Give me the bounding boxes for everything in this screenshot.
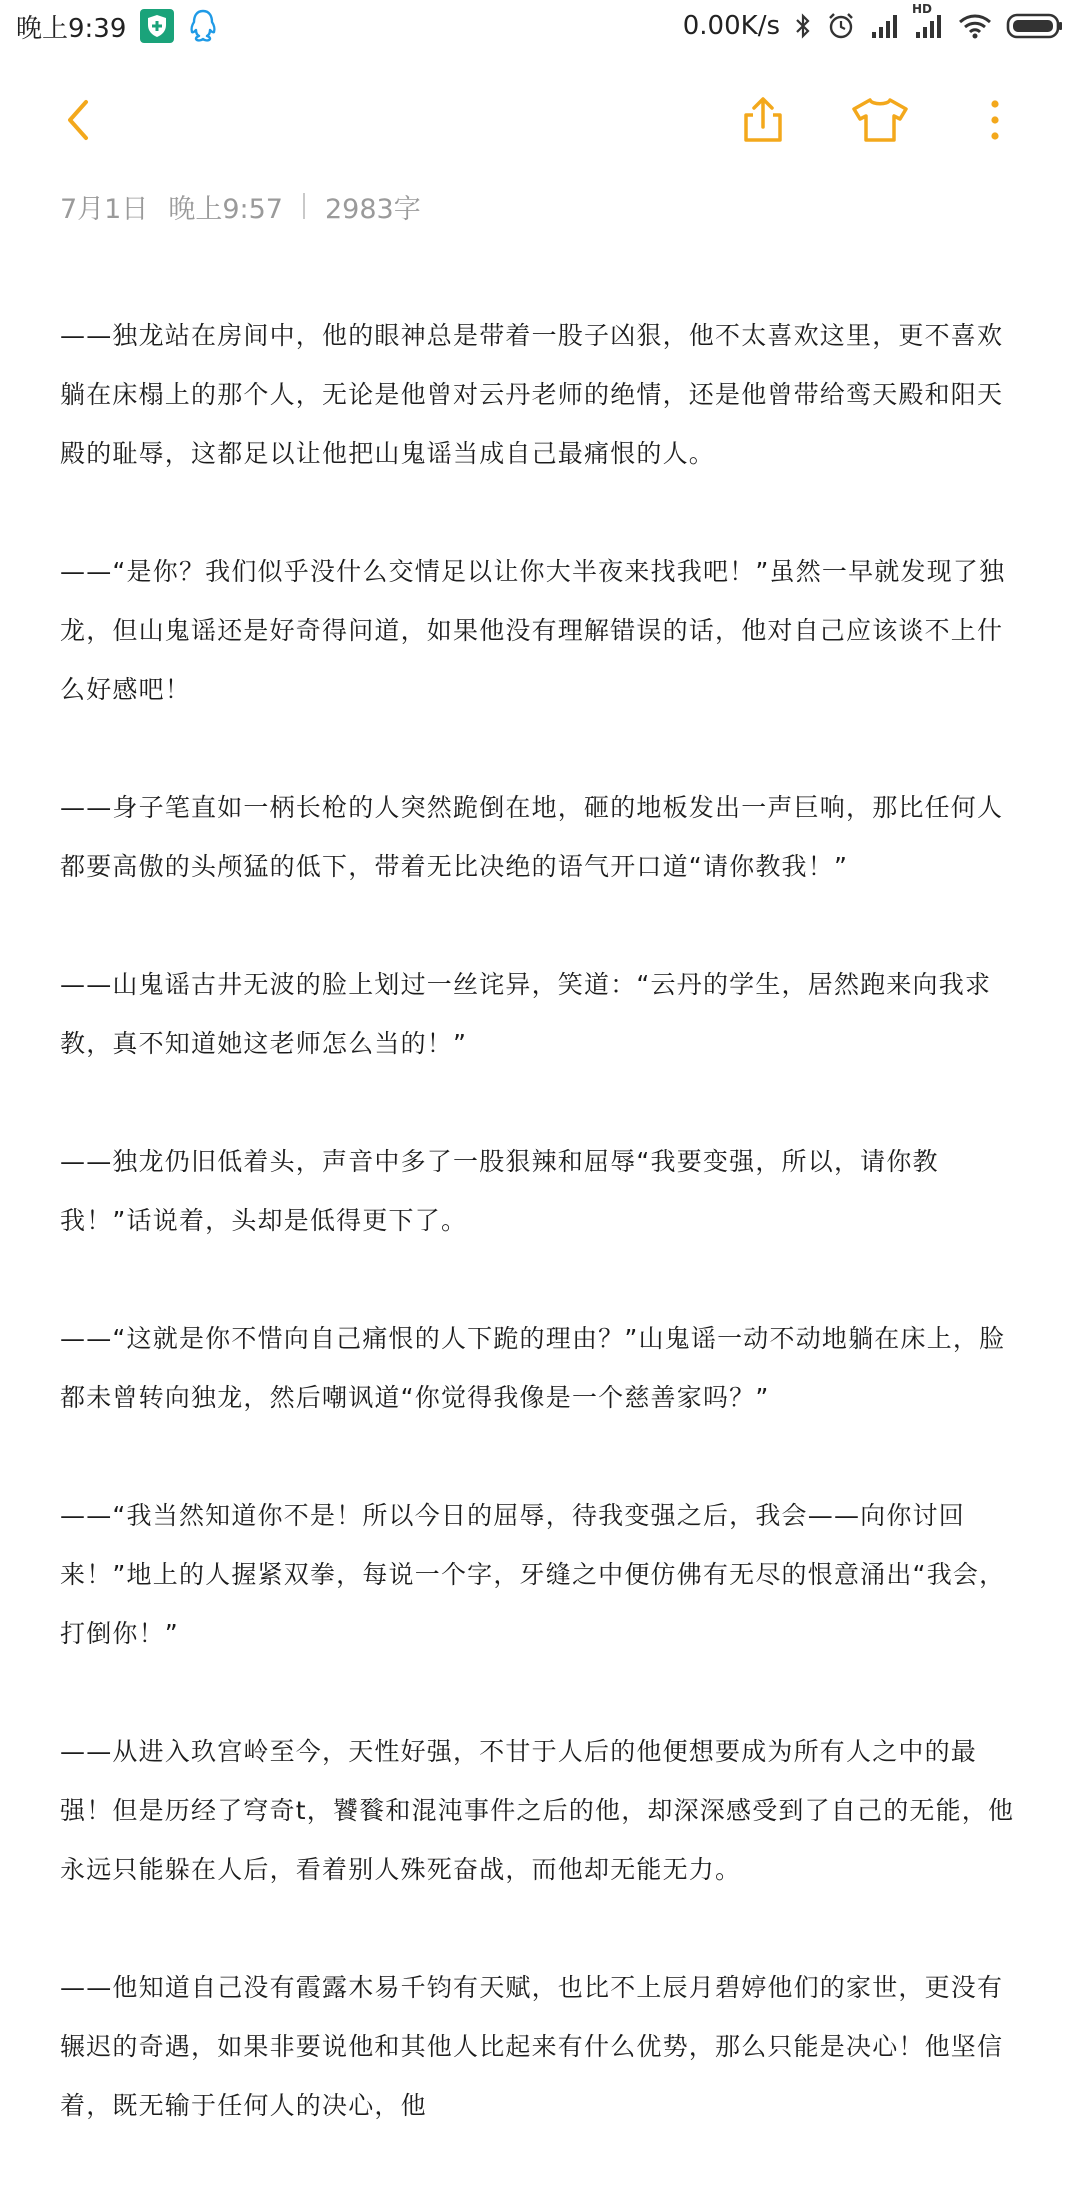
status-time: 晚上9:39 <box>16 13 127 44</box>
note-content[interactable] <box>60 306 1020 2194</box>
paragraph: ——身子笔直如一柄长枪的人突然跪倒在地，砸的地板发出一声巨响，那比任何人都要高傲的头颅猛的低下，带着无比决绝的语气开口道“请你教我！” <box>60 793 1004 881</box>
status-right <box>682 2 1064 41</box>
wifi-icon <box>958 12 992 40</box>
qq-penguin-icon <box>188 9 218 43</box>
note-meta <box>60 186 421 226</box>
meta-divider <box>303 193 305 219</box>
chevron-left-icon <box>60 96 100 144</box>
paragraph: ——“是你？我们似乎没什么交情足以让你大半夜来找我吧！”虽然一早就发现了独龙，但山鬼谣还是好奇得问道，如果他没有理解错误的话，他对自己应该谈不上什么好感吧！ <box>60 557 1006 704</box>
toolbar <box>0 80 1080 160</box>
word-count: 2983字 <box>325 193 421 225</box>
paragraph: ——独龙仍旧低着头，声音中多了一股狠辣和屈辱“我要变强，所以，请你教我！”话说着，头却是低得更下了。 <box>60 1147 939 1235</box>
theme-button[interactable] <box>840 80 920 160</box>
network-speed: 0.00K/s <box>682 11 780 41</box>
more-options-button[interactable] <box>955 80 1035 160</box>
back-button[interactable] <box>40 80 120 160</box>
battery-icon <box>1006 12 1064 40</box>
note-time: 晚上9:57 <box>168 193 283 225</box>
tshirt-icon <box>850 95 910 145</box>
alarm-clock-icon <box>826 11 856 41</box>
share-icon <box>738 95 788 145</box>
paragraph: ——从进入玖宫岭至今，天性好强，不甘于人后的他便想要成为所有人之中的最强！但是历经了穹奇t，饕餮和混沌事件之后的他，却深深感受到了自己的无能，他永远只能躲在人后，看着别人殊死奋战，而他却无能无力。 <box>60 1737 1015 1884</box>
paragraph: ——他知道自己没有霞露木易千钧有天赋，也比不上辰月碧婷他们的家世，更没有辗迟的奇遇，如果非要说他和其他人比起来有什么优势，那么只能是决心！他坚信着，既无输于任何人的决心，他 <box>60 1973 1004 2120</box>
cellular-signal-icon <box>870 12 900 40</box>
hd-label: HD <box>912 2 933 16</box>
more-vertical-icon <box>988 98 1002 142</box>
status-bar <box>0 0 1080 52</box>
bluetooth-icon <box>794 12 812 40</box>
security-shield-icon <box>140 9 174 43</box>
paragraph: ——“我当然知道你不是！所以今日的屈辱，待我变强之后，我会——向你讨回来！”地上的人握紧双拳，每说一个字，牙缝之中便仿佛有无尽的恨意涌出“我会，打倒你！” <box>60 1501 1006 1648</box>
status-left <box>16 8 218 45</box>
note-date: 7月1日 <box>60 193 149 225</box>
share-button[interactable] <box>723 80 803 160</box>
paragraph: ——山鬼谣古井无波的脸上划过一丝诧异，笑道：“云丹的学生，居然跑来向我求教，真不知道她这老师怎么当的！” <box>60 970 992 1058</box>
paragraph: ——“这就是你不惜向自己痛恨的人下跪的理由？”山鬼谣一动不动地躺在床上，脸都未曾转向独龙，然后嘲讽道“你觉得我像是一个慈善家吗？” <box>60 1324 1006 1412</box>
cellular-signal-hd-icon <box>912 2 944 40</box>
paragraph: ——独龙站在房间中，他的眼神总是带着一股子凶狠，他不太喜欢这里，更不喜欢躺在床榻上的那个人，无论是他曾对云丹老师的绝情，还是他曾带给鸾天殿和阳天殿的耻辱，这都足以让他把山鬼谣当成自己最痛恨的人。 <box>60 321 1004 468</box>
